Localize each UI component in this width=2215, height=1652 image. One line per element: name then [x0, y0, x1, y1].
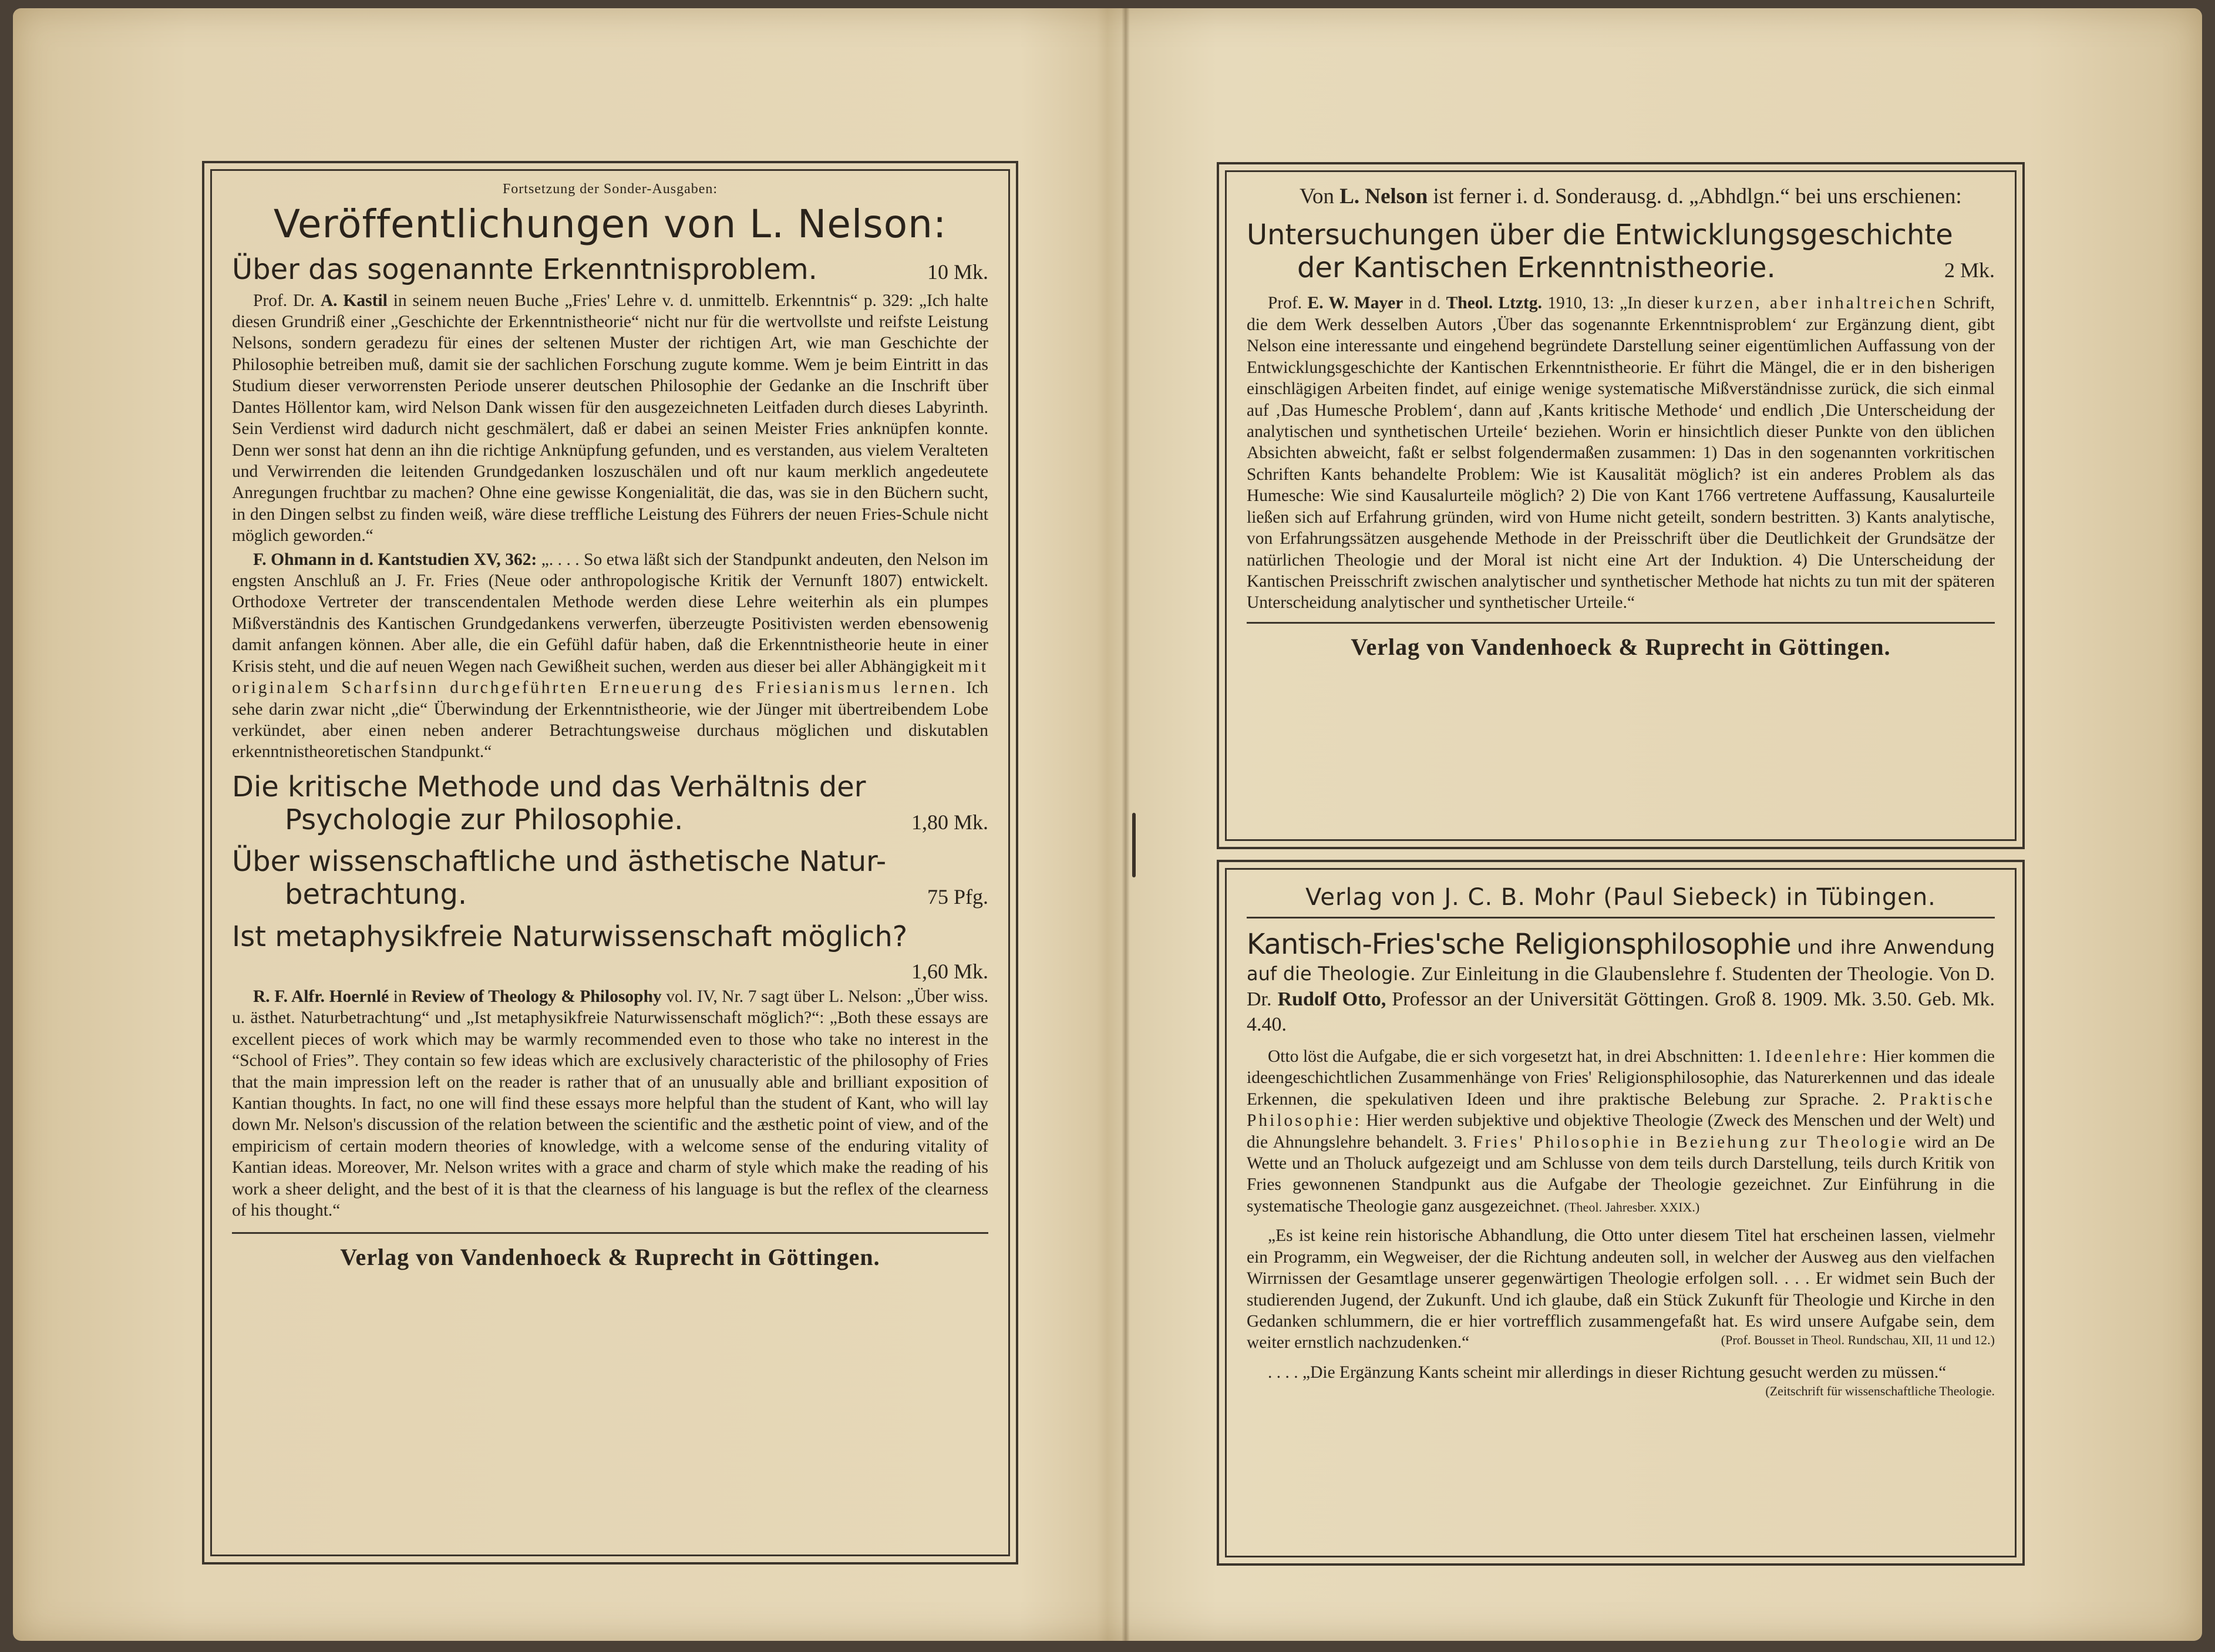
publisher-line: Verlag von Vandenhoeck & Ruprecht in Göttingen.	[340, 1243, 880, 1270]
review-source: in d. Kantstudien XV, 362:	[341, 550, 537, 569]
work-title-line2: Psychologie zur Philosophie.	[285, 803, 684, 836]
review-otto-summary	[1247, 1046, 1995, 1217]
work-title-erkenntnisproblem	[232, 254, 988, 287]
work-title-line2: der Kantischen Erkenntnistheorie.	[1297, 251, 1776, 284]
reviewer-name: R. F. Alfr. Hoernlé	[253, 987, 389, 1006]
divider	[232, 1232, 988, 1234]
section-name: Fries' Philosophie in Beziehung zur Theologie	[1473, 1132, 1908, 1152]
review-text: Hier kommen die ideengeschichtlichen Zusammenhänge von Fries' Religionsphilosophie, das Naturerkennen und das ideale Erkennen, die spekulativen Ideen und ihre praktische Belebung zur Sprache. 2.	[1247, 1047, 1995, 1109]
work-title-naturbetrachtung	[232, 846, 988, 911]
work-price: 75 Pfg.	[927, 884, 988, 909]
book-spread	[13, 8, 2202, 1641]
review-text: „Es ist keine rein historische Abhandlung, die Otto unter diesem Titel hat erscheinen lassen, vielmehr ein Programm, ein Wegweiser, der die Richtung andeuten soll, in welcher der Ausweg aus den vielfachen Wirrnissen der Gesamtlage unserer gegenwärtigen Theologie erfolgen soll. . . . Er widmet sein Buch der studierenden Jugend, der Zukunft. Und ich glaube, daß ein Stück Zukunft für Theologie und Kirche in den Gedanken schlummern, die er hier vortrefflich zusammengefaßt hat. Es wird unsere Aufgabe sein, dem weiter ernstlich nachzudenken.“	[1247, 1226, 1995, 1352]
publisher-heading: Verlag von J. C. B. Mohr (Paul Siebeck) in Tübingen.	[1305, 884, 1936, 911]
review-text: Otto löst die Aufgabe, die er sich vorgesetzt hat, in drei Abschnitten: 1.	[1268, 1047, 1761, 1066]
page-fold	[1122, 8, 1130, 1641]
review-text: in seinem neuen Buche „Fries' Lehre v. d. unmittelb. Erkenntnis“ p. 329: „Ich halte diesen Grundriß einer „Geschichte der Erkenntnistheorie“ nicht nur für die wertvollste und reifste Leistung Nelsons, sondern geradezu für eines der seltenen Muster der richtigen Art, wie man Geschichte der Philosophie betreiben muß, damit sie der sachlichen Forschung zugute komme. Wem je beim Eintritt in das Studium dieser verworrensten Periode unserer deutschen Philosophie der Gedanke an die Inschrift über Dantes Höllentor kam, wird Nelson Dank wissen für den ausgezeichneten Leitfaden durch dieses Labyrinth. Sein Verdienst wird dadurch nicht geschmälert, daß er dabei an seinen Meister Fries anknüpfen konnte. Denn wer sonst hat denn an ihn die richtige Anknüpfung gefunden, und es verstanden, aus vielem Veralteten und Verwirrenden die leitenden Grundgedanken loszuschälen und oft nur kaum merklich angedeutete Anregungen fruchtbar zu machen? Ohne eine gewisse Kongenialität, die das, was sie in den Büchern sucht, in den Dingen selbst zu finden weiß, wäre diese treffliche Leistung des Führers der neuen Fries-Schule nicht möglich geworden.“	[232, 291, 989, 546]
reviewer-name: F. Ohmann	[253, 550, 336, 569]
work-title-line1: Ist metaphysikfreie Naturwissenschaft möglich?	[232, 920, 908, 953]
work-title-line1: Die kritische Methode und das Verhältnis der	[232, 770, 866, 803]
book-subtitle-a: Zur Einleitung in die Glaubenslehre f. Studenten der Theologie. Von D. Dr.	[1247, 963, 1995, 1011]
work-price-row	[232, 953, 988, 986]
section-name: Ideenlehre:	[1765, 1047, 1869, 1066]
review-connector: in d.	[1408, 294, 1441, 313]
review-text: wird an De Wette und an Tholuck aufgezeigt und am Schlusse von dem teils durch Darstellung, teils durch Kritik von Fries gewonnenen Standpunkt aus die Aufgabe der Theologie gezeichnet. Zur Einführung in die systematische Theologie ganz ausgezeichnet.	[1247, 1132, 1995, 1216]
review-spaced-text: mit originalem Scharfsinn durchgeführten Erneuerung des Friesianismus lernen.	[232, 657, 988, 698]
intro-b: ist ferner i. d. Sonderausg. d. „Abhdlgn.“ bei uns erschienen:	[1433, 184, 1962, 208]
review-journal: Theol. Ltztg.	[1446, 294, 1542, 313]
review-hoernle	[232, 986, 988, 1222]
review-text-end: Ich sehe darin zwar nicht „die“ Überwindung der Erkenntnistheorie, wie der Jünger mit übertreibendem Lobe verkündet, aber einen neben anderer Betrachtungsweise durchaus möglichen und diskutablen erkenntnistheoretischen Standpunkt.“	[232, 678, 988, 762]
review-text-b: Schrift, die dem Werk desselben Autors ‚Über das sogenannte Erkenntnisproblem‘ zur Ergänzung dient, gibt Nelson eine interessante und eingehend begründete Darstellung seiner eigentümlichen Auffassung von der Entwicklungsgeschichte der Kantischen Erkenntnistheorie. Er führt die Mängel, die er in den bisherigen einschlägigen Arbeiten findet, auf einige wenige systematische Mißverständnisse zurück, die sich einmal auf ‚Das Humesche Problem‘, dann auf ‚Kants kritische Methode‘ und endlich ‚Die Unterscheidung der analytischen und synthetischen Urteile‘ beziehen. Worin er hinsichtlich dieser Punkte von den üblichen Absichten abweicht, faßt er selbst folgendermaßen zusammen: 1) Das in den sogenannten vorkritischen Schriften Kants behandelte Problem: Wie ist Kausalität möglich? ist ein anderes Problem als das Humesche: Wie sind Kausalurteile möglich? 2) Die von Kant 1766 vertretene Auffassung, Kausalurteile ließen sich auf Erfahrung gründen, wird von Hume nicht geteilt, sondern bestritten. 3) Kants analytische, von Erfahrungssätzen ausgehende Methode in der Preisschrift über die Deutlichkeit der Grundsätze der natürlichen Theologie und der Moral ist nicht eine Art der Induktion. 4) Die Unterscheidung der Kantischen Preisschrift zwischen analytischer und synthetischer Methode hat nichts zu tun mit der späteren Unterscheidung analytischer und synthetischer Urteile.“	[1247, 294, 1995, 613]
author-name: L. Nelson	[1339, 184, 1428, 208]
review-source: (Prof. Bousset in Theol. Rundschau, XII, 11 und 12.)	[1721, 1333, 1995, 1348]
work-title-line2: betrachtung.	[285, 877, 467, 911]
work-price: 1,80 Mk.	[911, 810, 988, 834]
review-source: (Theol. Jahresber. XXIX.)	[1564, 1199, 1700, 1214]
work-title-entwicklungsgeschichte	[1247, 219, 1995, 284]
review-text: „. . . . So etwa läßt sich der Standpunkt andeuten, den Nelson im engsten Anschluß an J. Fr. Fries (Neue oder anthropologische Kritik der Vernunft 1807) entwickelt. Orthodoxe Vertreter der transcendentalen Methode werden diese Lehre weiterhin als ein plumpes Mißverständnis des Kantischen Grundgedankens verwerfen, überzeugte Positivisten werden ebensowenig damit anfangen können. Aber alle, die ein Gefühl dafür haben, daß die Erkenntnistheorie heute in einer Krisis steht, und die auf neuen Wegen nach Gewißheit suchen, werden aus dieser bei aller Abhängigkeit	[232, 550, 988, 676]
work-title-line1: Untersuchungen über die Entwicklungsgeschichte	[1247, 218, 1953, 252]
book-title-rest: und ihre Anwendung auf die Theologie.	[1247, 936, 1995, 985]
intro-text	[1247, 183, 1995, 211]
section-name: Praktische Philosophie:	[1247, 1089, 1995, 1131]
publisher-line: Verlag von Vandenhoeck & Ruprecht in Göttingen.	[1351, 633, 1891, 660]
review-spaced-text: kurzen, aber inhaltreichen	[1694, 294, 1938, 313]
review-text: Hier werden subjektive und objektive Theologie (Zweck des Menschen und der Welt) und die Ahnungslehre behandelt. 3.	[1247, 1111, 1995, 1152]
review-kastil	[232, 290, 988, 547]
work-title-metaphysikfrei	[232, 921, 988, 986]
work-price: 1,60 Mk.	[911, 960, 988, 984]
review-bousset	[1247, 1225, 1995, 1354]
work-title-line2-row	[1247, 252, 1995, 285]
work-title-line1: Über wissenschaftliche und ästhetische Natur-	[232, 845, 887, 879]
work-title-line2-row	[232, 804, 988, 837]
right-top-advert-inner	[1225, 170, 2017, 841]
review-mayer	[1247, 292, 1995, 613]
page-title: Veröffentlichungen von L. Nelson:	[273, 201, 947, 247]
work-price: 2 Mk.	[1944, 258, 1995, 282]
review-text-a: 1910, 13: „In dieser	[1547, 294, 1689, 313]
review-text: . . . . „Die Ergänzung Kants scheint mir allerdings in dieser Richtung gesucht werden zu müssen.“	[1268, 1362, 1947, 1382]
work-title-kritische-methode	[232, 771, 988, 836]
book-subtitle-b: Professor an der Universität Göttingen. Groß 8. 1909. Mk. 3.50. Geb. Mk. 4.40.	[1247, 988, 1995, 1036]
right-bottom-advert-panel	[1217, 860, 2025, 1566]
left-advert-panel	[202, 161, 1018, 1564]
divider	[1247, 622, 1995, 624]
continuation-heading: Fortsetzung der Sonder-Ausgaben:	[502, 181, 718, 197]
work-title-line2-row	[232, 879, 988, 911]
reviewer-name: E. W. Mayer	[1307, 294, 1403, 313]
left-advert-inner	[210, 169, 1010, 1556]
work-title: Über das sogenannte Erkenntnisproblem.	[232, 253, 817, 286]
author-name: Rudolf Otto,	[1277, 988, 1386, 1011]
review-lead: Prof.	[1268, 294, 1302, 313]
review-lead: Prof. Dr.	[253, 291, 315, 310]
review-ohmann	[232, 549, 988, 763]
staple	[1132, 813, 1136, 877]
right-bottom-advert-inner	[1225, 868, 2017, 1557]
reviewer-name: A. Kastil	[320, 291, 388, 310]
divider	[1247, 917, 1995, 918]
book-announcement	[1247, 927, 1995, 1038]
review-text: vol. IV, Nr. 7 sagt über L. Nelson: „Über wiss. u. ästhet. Naturbetrachtung“ und „Ist metaphysikfreie Naturwissenschaft möglich?“: „Both these essays are excellent pieces of work which may be warmly recommended even to those who take no interest in the “School of Fries”. They contain so few ideas which are exclusively characteristic of the philosophy of Fries that the main impression left on the reader is rather that of an unusually able and brilliant exposition of Kantian thoughts. In fact, no one will find these essays more helpful than the student of Kant, who will lay down Mr. Nelson's discussion of the relation between the scientific and the æsthetic point of view, and of the empiricism of certain modern theories of knowledge, with a welcome sense of the enduring vitality of Kantian ideas. Moreover, Mr. Nelson writes with a grace and charm of style which make the reading of his work a sheer delight, and the best of it is that the clearness of his language is but the reflex of the clearness of his thought.“	[232, 987, 989, 1220]
review-journal: Review of Theology & Philosophy	[411, 987, 662, 1006]
review-source: (Zeitschrift für wissenschaftliche Theologie.	[1765, 1384, 1995, 1399]
work-price: 10 Mk.	[927, 260, 988, 284]
book-title: Kantisch-Fries'sche Religionsphilosophie	[1247, 928, 1791, 961]
right-top-advert-panel	[1217, 162, 2025, 849]
review-zeitschrift	[1247, 1362, 1995, 1399]
intro-a: Von	[1300, 184, 1334, 208]
review-connector: in	[393, 987, 407, 1006]
